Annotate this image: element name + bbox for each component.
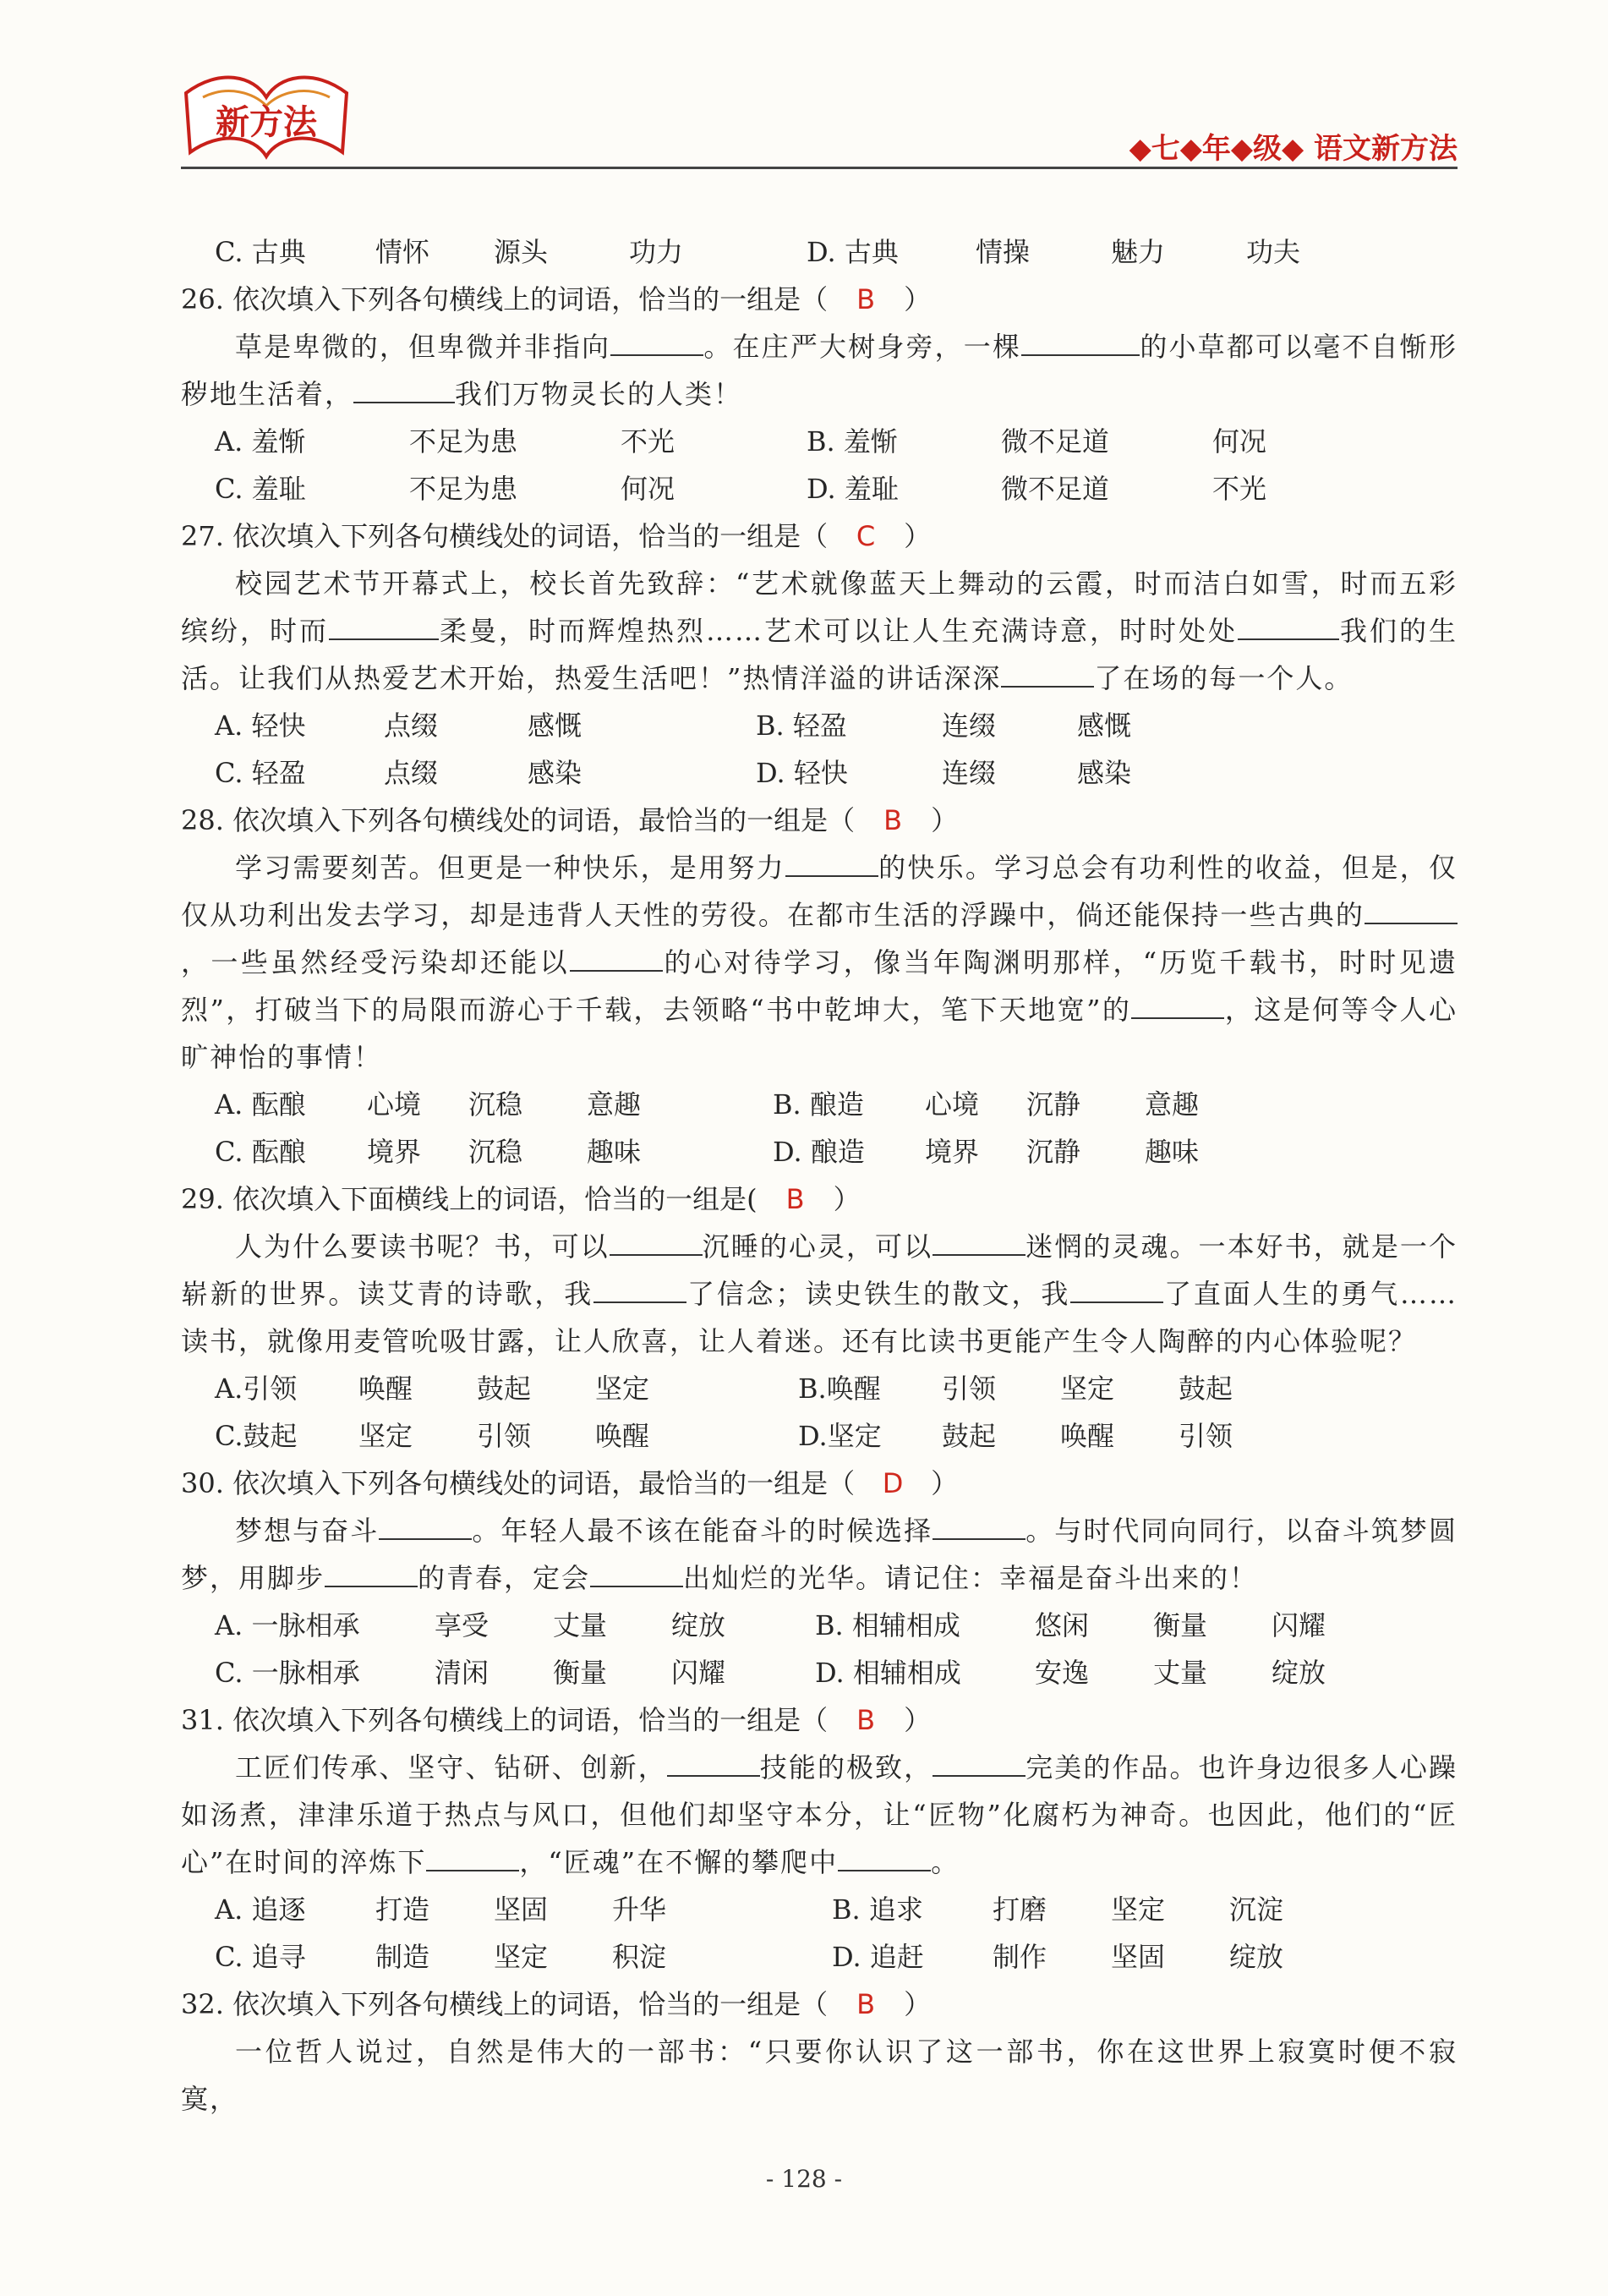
question-text: 技能的极致， [759, 1751, 933, 1784]
option-text: 境界 [367, 1136, 422, 1168]
answer-mark: B [883, 804, 903, 836]
option-text: 情怀 [375, 236, 430, 268]
answer-mark: C [856, 520, 876, 552]
fill-in-blank [785, 852, 878, 877]
book-logo-icon [178, 59, 355, 169]
question-passage [181, 844, 1458, 1081]
question-text: ，“匠魂”在不懈的攀爬中 [519, 1846, 839, 1878]
option-row [181, 1933, 1458, 1981]
question-text: 一位哲人说过，自然是伟大的一部书：“只要你认识了这一部书，你在这世界上寂寞时便不寂寞， [181, 2036, 1458, 2115]
question-text: 30. 依次填入下列各句横线处的词语，最恰当的一组是（ [181, 1467, 856, 1499]
question-text: 梦想与奋斗 [235, 1515, 380, 1547]
question-stem [181, 1175, 1458, 1223]
option-text: 点缀 [384, 710, 439, 742]
option-text: 意趣 [587, 1088, 642, 1121]
option-text: 鼓起 [942, 1420, 997, 1452]
question-text: 28. 依次填入下列各句横线处的词语，最恰当的一组是（ [181, 804, 856, 836]
option-text: 感慨 [528, 710, 582, 742]
option-text: 不足为患 [409, 425, 518, 458]
option-text: 境界 [925, 1136, 980, 1168]
option-text: 趣味 [1145, 1136, 1200, 1168]
option-text: 沉淀 [1229, 1893, 1284, 1926]
option-text: 不足为患 [409, 473, 518, 505]
question-stem [181, 276, 1458, 323]
question-text: ，一些虽然经受污染却还能以 [181, 946, 571, 978]
option-text: 引领 [942, 1373, 997, 1405]
option-text: 引领 [1179, 1420, 1233, 1452]
option-text: 制作 [993, 1941, 1047, 1973]
option-text: B. 追求 [832, 1893, 923, 1926]
question-text: ） [904, 520, 932, 552]
option-text: 清闲 [435, 1657, 490, 1689]
fill-in-blank [379, 1515, 472, 1540]
option-text: 不光 [621, 425, 675, 458]
option-text: 沉稳 [468, 1088, 523, 1121]
question-passage [181, 1507, 1458, 1602]
option-text: 感染 [1077, 757, 1132, 789]
fill-in-blank [1001, 662, 1094, 688]
question-text: 校园艺术节开幕式上，校长首先致辞：“艺术就像蓝天上舞动的云霞，时而洁白如雪，时而五彩缤纷，时而 [181, 567, 1458, 647]
question-text: ） [931, 804, 959, 836]
option-row [181, 1365, 1458, 1412]
question-text: 的青春，定会 [418, 1562, 591, 1594]
question-text: ，这是何等令人心旷神怡的事情！ [181, 994, 1458, 1073]
fill-in-blank [570, 946, 663, 972]
option-text: D. 羞耻 [807, 473, 899, 505]
question-text: ） [904, 283, 932, 315]
option-text: 坚定 [1111, 1893, 1166, 1926]
option-text: 坚定 [1060, 1373, 1115, 1405]
question-text: 。在庄严大树身旁，一棵 [703, 331, 1022, 363]
option-text: 沉静 [1026, 1136, 1081, 1168]
series-title: ◆七◆年◆级◆ 语文新方法 [1129, 132, 1458, 166]
option-row [181, 465, 1458, 512]
option-text: 绽放 [1272, 1657, 1326, 1689]
option-text: 连缀 [942, 710, 997, 742]
svg-text:新方法: 新方法 [216, 103, 317, 142]
option-text: 衡量 [553, 1657, 608, 1689]
header-divider [181, 167, 1458, 169]
answer-mark: D [882, 1467, 904, 1499]
option-text: 连缀 [942, 757, 997, 789]
question-passage [181, 2028, 1458, 2123]
option-row [181, 418, 1458, 465]
question-text: 柔曼，时而辉煌热烈……艺术可以让人生充满诗意，时时处处 [439, 615, 1238, 647]
option-text: D. 酿造 [773, 1136, 865, 1168]
option-text: D.坚定 [798, 1420, 882, 1452]
question-stem [181, 1696, 1458, 1744]
fill-in-blank [667, 1751, 760, 1777]
option-text: 魅力 [1111, 236, 1166, 268]
option-text: 心境 [925, 1088, 980, 1121]
question-text: ） [931, 1467, 959, 1499]
option-text: D. 古典 [807, 236, 899, 268]
option-text: 坚定 [494, 1941, 549, 1973]
fill-in-blank [329, 615, 439, 640]
option-text: 坚固 [1111, 1941, 1166, 1973]
option-text: B. 轻盈 [756, 710, 847, 742]
option-text: 点缀 [384, 757, 439, 789]
fill-in-blank [590, 1562, 683, 1587]
question-passage [181, 1223, 1458, 1365]
question-text: 迷惘的灵魂。一本好书，就是一个崭新的世界。读艾青的诗歌，我 [181, 1230, 1458, 1310]
question-text: 26. 依次填入下列各句横线上的词语，恰当的一组是（ [181, 283, 829, 315]
question-text: 工匠们传承、坚守、钻研、创新， [235, 1751, 667, 1784]
answer-mark: B [856, 1704, 876, 1736]
page-number: - 128 - [765, 2165, 843, 2193]
fill-in-blank [610, 1230, 703, 1256]
question-passage [181, 323, 1458, 418]
option-text: A. 轻快 [215, 710, 306, 742]
option-text: B.唤醒 [798, 1373, 881, 1405]
question-text: 31. 依次填入下列各句横线上的词语，恰当的一组是（ [181, 1704, 829, 1736]
option-text: 坚定 [595, 1373, 650, 1405]
question-text: 我们的生活。让我们从热爱艺术开始，热爱生活吧！”热情洋溢的讲话深深 [181, 615, 1458, 694]
option-text: C. 古典 [215, 236, 306, 268]
option-text: 升华 [612, 1893, 667, 1926]
answer-mark: B [856, 283, 876, 315]
fill-in-blank [1365, 899, 1458, 924]
question-text: 了直面人生的勇气……读书，就像用麦管吮吸甘露，让人欣喜，让人着迷。还有比读书更能产生令人陶醉的内心体验呢？ [181, 1278, 1458, 1357]
question-text: 学习需要刻苦。但更是一种快乐，是用努力 [235, 852, 785, 884]
option-text: C. 酝酿 [215, 1136, 306, 1168]
option-text: 闪耀 [1272, 1609, 1326, 1641]
question-text: 的心对待学习，像当年陶渊明那样，“历览千载书，时时见遗烈”，打破当下的局限而游心于千载，去领略“书中乾坤大，笔下天地宽”的 [181, 946, 1458, 1026]
answer-mark: B [785, 1183, 805, 1215]
option-text: 悠闲 [1035, 1609, 1090, 1641]
option-text: 打造 [375, 1893, 430, 1926]
fill-in-blank [353, 378, 455, 403]
option-text: 感慨 [1077, 710, 1132, 742]
option-text: 享受 [435, 1609, 490, 1641]
question-text: 27. 依次填入下列各句横线处的词语，恰当的一组是（ [181, 520, 829, 552]
option-text: 安逸 [1035, 1657, 1090, 1689]
option-text: C. 轻盈 [215, 757, 306, 789]
option-text: 何况 [621, 473, 675, 505]
fill-in-blank [610, 331, 703, 356]
option-row [181, 1886, 1458, 1933]
fill-in-blank [593, 1278, 686, 1303]
option-text: D. 轻快 [756, 757, 848, 789]
question-text: 。与时代同向同行，以奋斗筑梦圆梦，用脚步 [181, 1515, 1458, 1594]
question-passage [181, 560, 1458, 702]
option-text: 沉稳 [468, 1136, 523, 1168]
option-row [181, 1649, 1458, 1696]
option-text: 鼓起 [1179, 1373, 1233, 1405]
option-text: 功夫 [1246, 236, 1301, 268]
option-text: 唤醒 [358, 1373, 413, 1405]
option-text: A.引领 [215, 1373, 298, 1405]
option-row [181, 1602, 1458, 1649]
option-text: 何况 [1212, 425, 1267, 458]
question-text: 的小草都可以毫不自惭形秽地生活着， [181, 331, 1458, 410]
option-text: 丈量 [553, 1609, 608, 1641]
option-text: 唤醒 [1060, 1420, 1115, 1452]
fill-in-blank [838, 1846, 931, 1871]
option-text: 情操 [976, 236, 1031, 268]
option-row [181, 1081, 1458, 1128]
option-row [181, 1128, 1458, 1175]
question-stem [181, 512, 1458, 560]
option-text: 源头 [494, 236, 549, 268]
option-text: 心境 [367, 1088, 422, 1121]
option-text: 绽放 [671, 1609, 726, 1641]
option-text: C. 追寻 [215, 1941, 306, 1973]
option-row [181, 1412, 1458, 1460]
option-text: B. 羞惭 [807, 425, 898, 458]
option-text: 打磨 [993, 1893, 1047, 1926]
question-stem [181, 1981, 1458, 2028]
page-header [0, 0, 1608, 178]
option-text: C. 羞耻 [215, 473, 306, 505]
option-text: C. 一脉相承 [215, 1657, 360, 1689]
question-stem [181, 797, 1458, 844]
option-text: 衡量 [1153, 1609, 1208, 1641]
option-text: A. 一脉相承 [215, 1609, 360, 1641]
page-content [181, 228, 1458, 2123]
question-text: 我们万物灵长的人类！ [455, 378, 743, 410]
option-row [181, 228, 1458, 276]
question-text: 了信念；读史铁生的散文，我 [686, 1278, 1071, 1310]
option-text: 坚定 [358, 1420, 413, 1452]
fill-in-blank [1070, 1278, 1163, 1303]
fill-in-blank [1238, 615, 1339, 640]
option-text: 闪耀 [671, 1657, 726, 1689]
option-text: B. 酿造 [773, 1088, 864, 1121]
question-text: 草是卑微的，但卑微并非指向 [235, 331, 611, 363]
question-text: 沉睡的心灵，可以 [702, 1230, 933, 1263]
option-text: 制造 [375, 1941, 430, 1973]
option-text: 不光 [1212, 473, 1267, 505]
question-text: 完美的作品。也许身边很多人心躁如汤煮，津津乐道于热点与风口，但他们却坚守本分，让“匠物”化腐朽为神奇。也因此，他们的“匠心”在时间的淬炼下 [181, 1751, 1458, 1878]
option-row [181, 749, 1458, 797]
question-text: ） [904, 1988, 932, 2020]
fill-in-blank [325, 1562, 418, 1587]
option-text: D. 追赶 [832, 1941, 924, 1973]
fill-in-blank [933, 1751, 1026, 1777]
question-text: ） [904, 1704, 932, 1736]
option-text: 坚固 [494, 1893, 549, 1926]
option-text: B. 相辅相成 [815, 1609, 960, 1641]
question-text: 。 [931, 1846, 960, 1878]
question-text: 出灿烂的光华。请记住：幸福是奋斗出来的！ [683, 1562, 1259, 1594]
option-text: 意趣 [1145, 1088, 1200, 1121]
question-stem [181, 1460, 1458, 1507]
question-passage [181, 1744, 1458, 1886]
option-text: 微不足道 [1001, 425, 1110, 458]
fill-in-blank [426, 1846, 519, 1871]
option-text: C.鼓起 [215, 1420, 298, 1452]
option-text: A. 羞惭 [215, 425, 306, 458]
question-text: 32. 依次填入下列各句横线上的词语，恰当的一组是（ [181, 1988, 829, 2020]
fill-in-blank [933, 1515, 1026, 1540]
option-text: 丈量 [1153, 1657, 1208, 1689]
answer-mark: B [856, 1988, 876, 2020]
question-text: 。年轻人最不该在能奋斗的时候选择 [472, 1515, 933, 1547]
option-text: 鼓起 [477, 1373, 532, 1405]
fill-in-blank [1021, 331, 1140, 356]
option-text: 引领 [477, 1420, 532, 1452]
option-text: 感染 [528, 757, 582, 789]
option-text: 唤醒 [595, 1420, 650, 1452]
option-text: 沉静 [1026, 1088, 1081, 1121]
fill-in-blank [1131, 994, 1224, 1019]
option-text: 绽放 [1229, 1941, 1284, 1973]
question-text: 人为什么要读书呢？书，可以 [235, 1230, 610, 1263]
question-text: 的快乐。学习总会有功利性的收益，但是，仅仅从功利出发去学习，却是违背人天性的劳役。在都市生活的浮躁中，倘还能保持一些古典的 [181, 852, 1458, 931]
option-row [181, 702, 1458, 749]
fill-in-blank [933, 1230, 1026, 1256]
option-text: D. 相辅相成 [815, 1657, 961, 1689]
option-text: 微不足道 [1001, 473, 1110, 505]
option-text: 功力 [629, 236, 684, 268]
question-text: 29. 依次填入下面横线上的词语，恰当的一组是( [181, 1183, 758, 1215]
option-text: 趣味 [587, 1136, 642, 1168]
option-text: A. 酝酿 [215, 1088, 306, 1121]
question-text: 了在场的每一个人。 [1094, 662, 1354, 694]
option-text: A. 追逐 [215, 1893, 306, 1926]
option-text: 积淀 [612, 1941, 667, 1973]
question-text: ） [833, 1183, 861, 1215]
